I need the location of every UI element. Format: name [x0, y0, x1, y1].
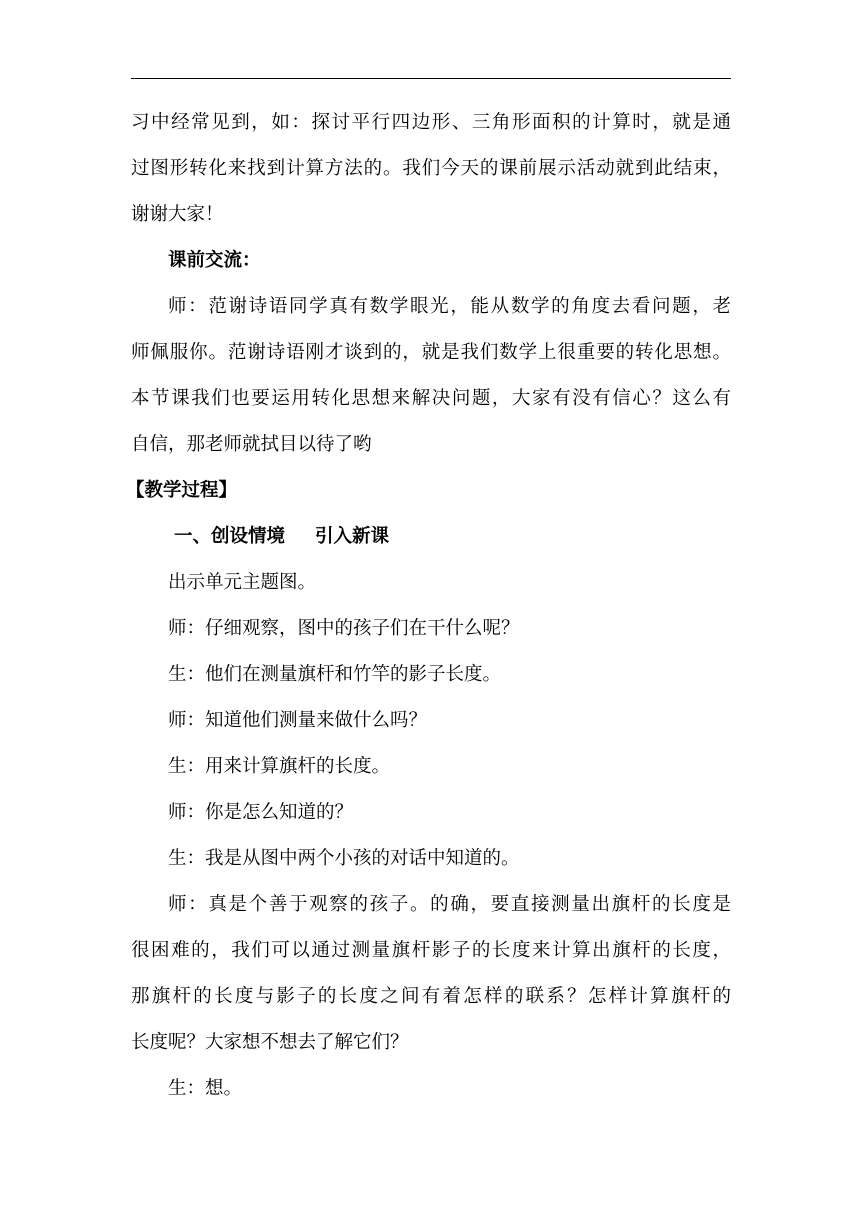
- dialogue-line: 生：用来计算旗杆的长度。: [168, 756, 391, 777]
- text-line: 习中经常见到，如：探讨平行四边形、三角形面积的计算时，就是通: [131, 112, 731, 133]
- section1-title: [131, 514, 731, 560]
- dialogue-line: 生：他们在测量旗杆和竹竿的影子长度。: [168, 664, 502, 685]
- text-line: 谢谢大家！: [131, 204, 224, 225]
- text-line: 自信，那老师就拭目以待了哟: [131, 434, 372, 455]
- process-heading: 【教学过程】: [126, 480, 238, 501]
- document-page: [126, 100, 731, 1112]
- teacher-paragraph: [131, 882, 731, 1066]
- section1-title-b: 引入新课: [315, 526, 390, 547]
- section1-title-a: 一、创设情境: [174, 526, 286, 547]
- dialogue-line: 出示单元主题图。: [168, 572, 317, 593]
- dialogue-line: 生：我是从图中两个小孩的对话中知道的。: [168, 848, 520, 869]
- dialogue-line: 师：知道他们测量来做什么吗？: [168, 710, 428, 731]
- intro-paragraph: [131, 100, 731, 238]
- text-line: 很困难的，我们可以通过测量旗杆影子的长度来计算出旗杆的长度，: [131, 940, 731, 961]
- text-line: 师佩服你。范谢诗语刚才谈到的，就是我们数学上很重要的转化思想。: [131, 342, 731, 363]
- text-line: 师：范谢诗语同学真有数学眼光，能从数学的角度去看问题，老: [168, 296, 731, 317]
- dialogue-list: [131, 560, 731, 882]
- text-line: 过图形转化来找到计算方法的。我们今天的课前展示活动就到此结束，: [131, 158, 731, 179]
- text-line: 那旗杆的长度与影子的长度之间有着怎样的联系？怎样计算旗杆的: [131, 986, 731, 1007]
- exchange-heading: 课前交流：: [168, 250, 261, 271]
- dialogue-line: 师：你是怎么知道的？: [168, 802, 354, 823]
- dialogue-line: 师：仔细观察，图中的孩子们在干什么呢？: [168, 618, 520, 639]
- exchange-paragraph: [131, 284, 731, 468]
- final-reply: 生：想。: [168, 1078, 243, 1099]
- text-line: 本节课我们也要运用转化思想来解决问题，大家有没有信心？这么有: [131, 388, 731, 409]
- header-rule: [131, 78, 731, 79]
- text-line: 师：真是个善于观察的孩子。的确，要直接测量出旗杆的长度是: [168, 894, 731, 915]
- text-line: 长度呢？大家想不想去了解它们？: [131, 1032, 409, 1053]
